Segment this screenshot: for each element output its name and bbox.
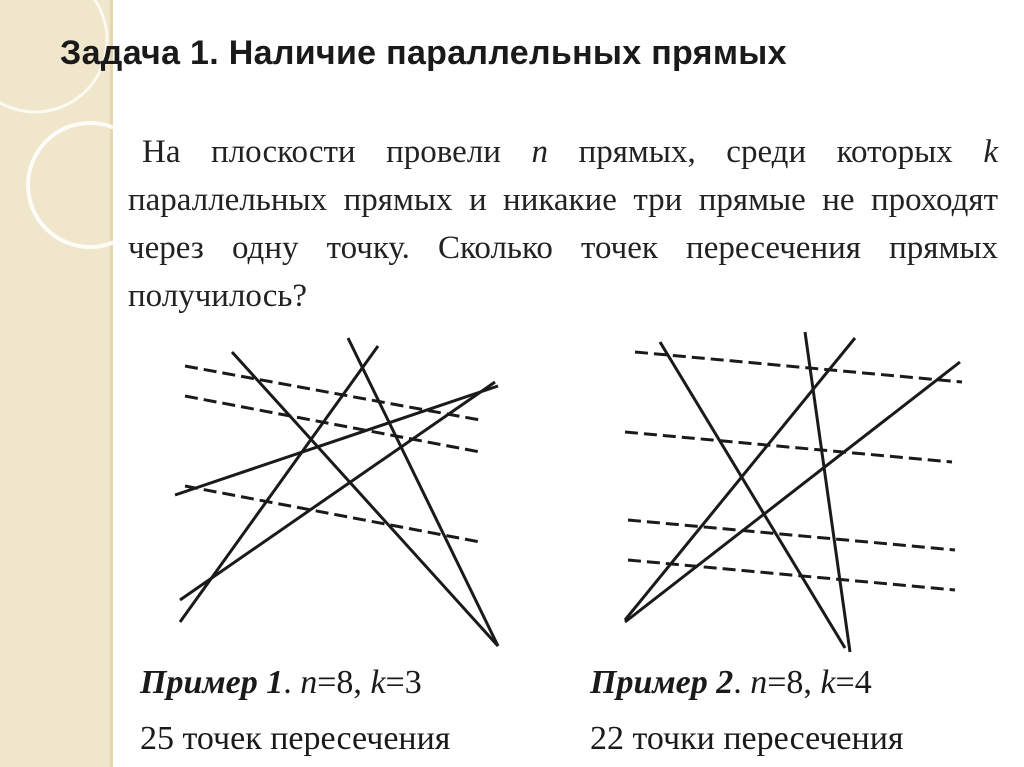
example-2-k-value: =4 xyxy=(835,664,872,701)
solid-line xyxy=(232,352,498,646)
example-2-n-variable: n xyxy=(750,664,768,701)
problem-text-2: прямых, среди которых xyxy=(548,134,984,170)
solid-line xyxy=(625,362,960,622)
example-2-n-value: =8, xyxy=(767,664,821,701)
slide-title: Задача 1. Наличие параллельных прямых xyxy=(60,34,787,72)
example-1-n-value: =8, xyxy=(317,664,371,701)
example-1-title: Пример 1. n=8, k=3 xyxy=(140,664,422,701)
example-2-result: 22 точки пересечения xyxy=(590,720,904,757)
parallel-line xyxy=(625,432,952,462)
solid-line xyxy=(660,342,845,648)
problem-text-1: На плоскости провели xyxy=(142,134,532,170)
example-1-figure xyxy=(160,330,520,660)
parallel-line xyxy=(635,352,962,382)
solid-line xyxy=(348,338,498,646)
problem-statement xyxy=(128,128,998,320)
solid-line xyxy=(180,382,495,600)
example-2-k-variable: k xyxy=(820,664,836,701)
example-1-k-variable: k xyxy=(370,664,386,701)
parallel-line xyxy=(628,520,955,550)
example-1-k-value: =3 xyxy=(385,664,422,701)
parallel-line xyxy=(628,560,955,590)
example-1-result: 25 точек пересечения xyxy=(140,720,451,757)
example-2-label: Пример 2 xyxy=(590,664,734,701)
solid-line xyxy=(805,332,850,652)
example-1-n-variable: n xyxy=(300,664,318,701)
problem-k-variable: k xyxy=(983,134,998,170)
example-2-title: Пример 2. n=8, k=4 xyxy=(590,664,872,701)
example-1-label: Пример 1 xyxy=(140,664,284,701)
example-2-figure xyxy=(610,330,980,660)
problem-n-variable: n xyxy=(531,134,549,170)
problem-text-3: параллельных прямых и никакие три прямые не проходят через одну точку. Сколько точек пересечения прямых получилось? xyxy=(128,182,998,314)
